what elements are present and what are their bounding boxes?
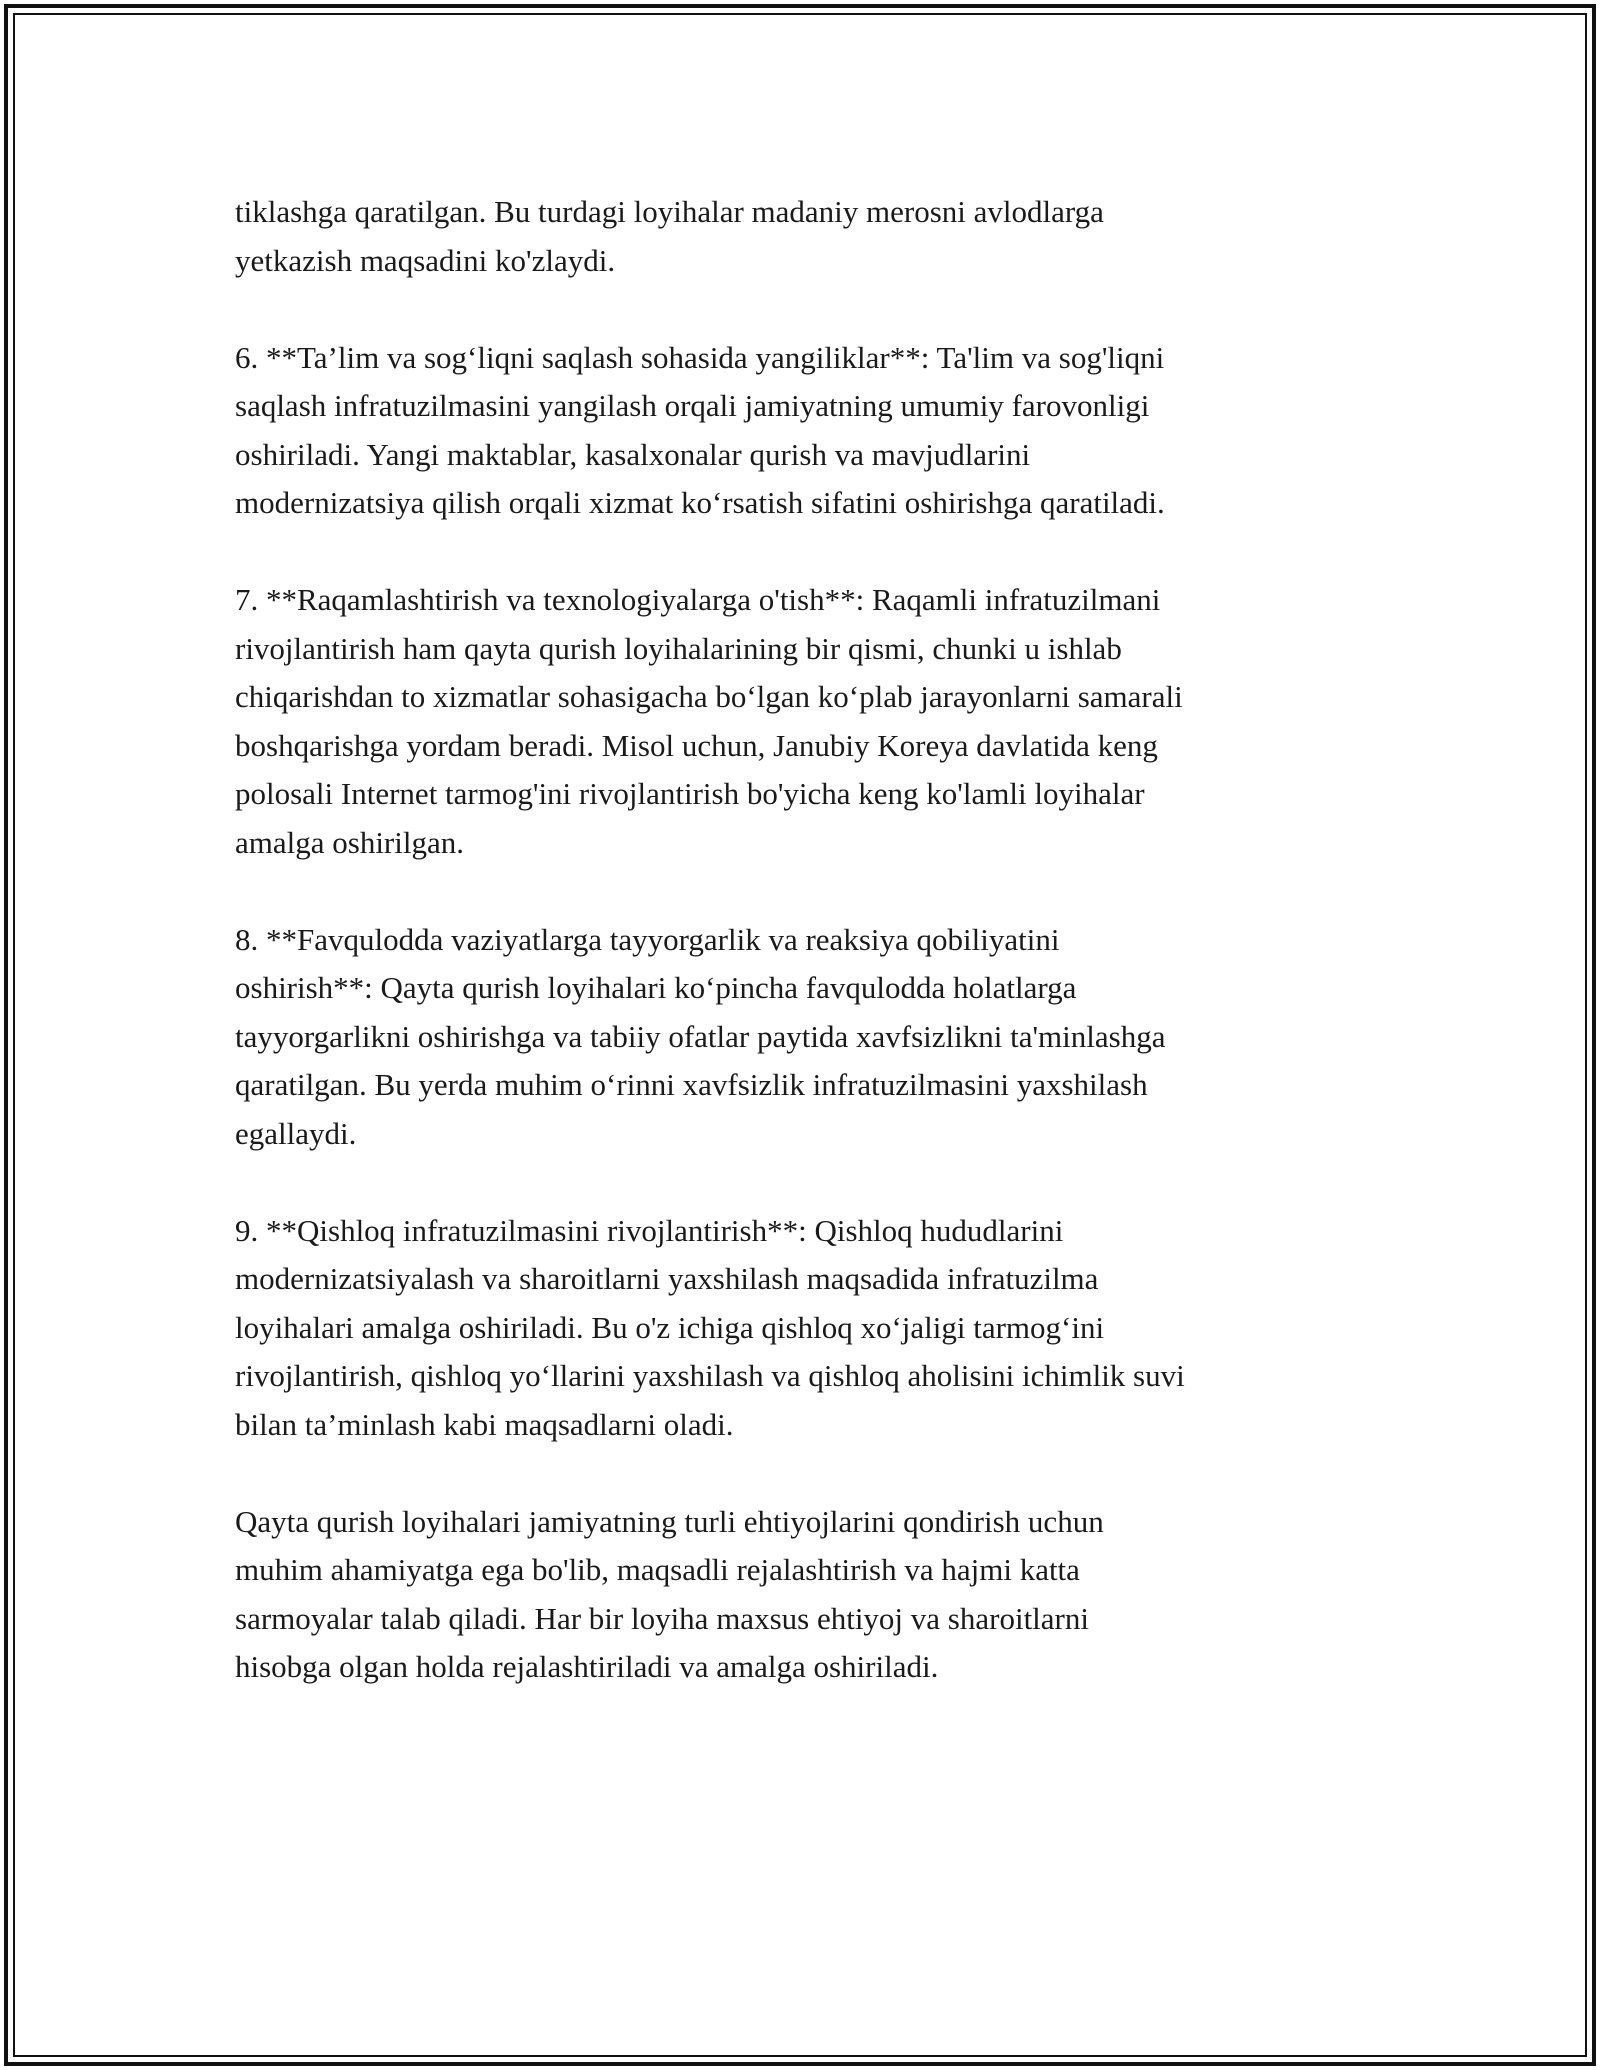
paragraph-item-9: 9. **Qishloq infratuzilmasini rivojlantirish**: Qishloq hududlarini modernizatsiyalash va sharoitlarni yaxshilash maqsadida infratuzilma loyihalari amalga oshiriladi. Bu o'z ichiga qishloq xo‘jaligi tarmog‘ini rivojlantirish, qishloq yo‘llarini yaxshilash va qishloq aholisini ichimlik suvi bilan ta’minlash kabi maqsadlarni oladi. bbox=[235, 1212, 1185, 1442]
paragraph-conclusion: Qayta qurish loyihalari jamiyatning turli ehtiyojlarini qondirish uchun muhim ahamiyatga ega bo'lib, maqsadli rejalashtirish va hajmi katta sarmoyalar talab qiladi. Har bir loyiha maxsus ehtiyoj va sharoitlarni hisobga olgan holda rejalashtiriladi va amalga oshiriladi. bbox=[235, 1503, 1104, 1684]
paragraph-item-8: 8. **Favqulodda vaziyatlarga tayyorgarlik va reaksiya qobiliyatini oshirish**: Qayta qurish loyihalari ko‘pincha favqulodda holatlarga tayyorgarlikni oshirishga va tabiiy ofatlar paytida xavfsizlikni ta'minlashga qaratilgan. Bu yerda muhim o‘rinni xavfsizlik infratuzilmasini yaxshilash egallaydi. bbox=[235, 921, 1166, 1151]
document-body bbox=[235, 188, 1370, 1740]
paragraph-item-6: 6. **Ta’lim va sog‘liqni saqlash sohasida yangiliklar**: Ta'lim va sog'liqni saqlash infratuzilmasini yangilash orqali jamiyatning umumiy farovonligi oshiriladi. Yangi maktablar, kasalxonalar qurish va mavjudlarini modernizatsiya qilish orqali xizmat ko‘rsatish sifatini oshirishga qaratiladi. bbox=[235, 339, 1165, 520]
paragraph-continuation: tiklashga qaratilgan. Bu turdagi loyihalar madaniy merosni avlodlarga yetkazish maqsadini ko'zlaydi. bbox=[235, 194, 1104, 278]
paragraph-item-7: 7. **Raqamlashtirish va texnologiyalarga o'tish**: Raqamli infratuzilmani rivojlantirish ham qayta qurish loyihalarining bir qismi, chunki u ishlab chiqarishdan to xizmatlar sohasigacha bo‘lgan ko‘plab jarayonlarni samarali boshqarishga yordam beradi. Misol uchun, Janubiy Koreya davlatida keng polosali Internet tarmog'ini rivojlantirish bo'yicha keng ko'lamli loyihalar amalga oshirilgan. bbox=[235, 582, 1183, 860]
